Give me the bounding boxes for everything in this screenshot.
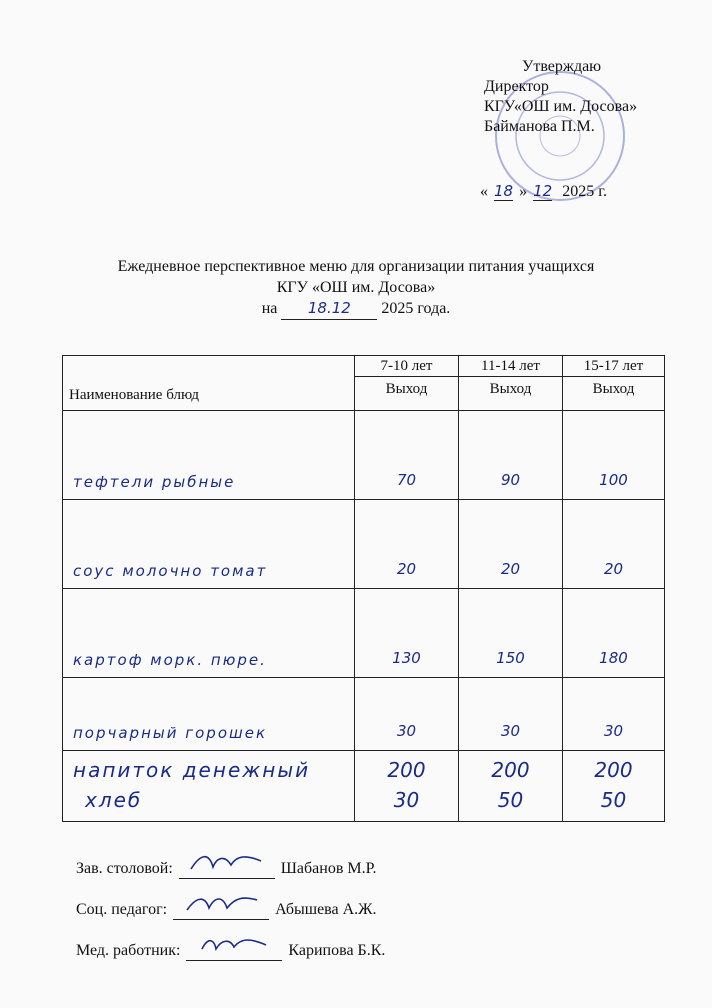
dish-output: 30 bbox=[393, 788, 420, 812]
dish-name: соус молочно томат bbox=[63, 500, 355, 589]
approval-date: « 18 » 12 2025 г. bbox=[480, 182, 607, 200]
approval-day: 18 bbox=[494, 182, 514, 200]
signature-name: Абышева А.Ж. bbox=[275, 901, 377, 918]
dish-name: картоф морк. пюре. bbox=[63, 589, 355, 678]
director-name: Байманова П.М. bbox=[484, 118, 595, 135]
dish-name: тефтели рыбные bbox=[63, 411, 355, 500]
menu-table bbox=[62, 355, 665, 822]
dish-output: 200 bbox=[491, 758, 530, 782]
dish-output: 20 bbox=[563, 500, 665, 589]
dish-name-header: Наименование блюд bbox=[63, 356, 355, 411]
dish-output: 30 bbox=[459, 678, 563, 751]
output-header: Выход bbox=[355, 377, 459, 411]
dish-output: 150 bbox=[459, 589, 563, 678]
dish-output: 20 bbox=[355, 500, 459, 589]
dish-output: 200 bbox=[387, 758, 426, 782]
table-row bbox=[63, 678, 665, 751]
dish-output: 90 bbox=[459, 411, 563, 500]
dish-output: 130 bbox=[355, 589, 459, 678]
date-prefix: на bbox=[261, 300, 278, 317]
date-suffix: 2025 года. bbox=[381, 300, 451, 317]
dish-output: 200 bbox=[594, 758, 633, 782]
signature-name: Карипова Б.К. bbox=[288, 942, 386, 959]
approve-label: Утверждаю bbox=[522, 58, 602, 75]
dish-output: 50 bbox=[600, 788, 627, 812]
approval-month: 12 bbox=[533, 182, 553, 200]
organization-name: КГУ«ОШ им. Досова» bbox=[484, 98, 638, 115]
handwritten-signature bbox=[181, 892, 261, 914]
dish-output-cell bbox=[563, 751, 665, 822]
dish-output: 100 bbox=[563, 411, 665, 500]
dish-output-cell bbox=[459, 751, 563, 822]
document-title bbox=[0, 256, 712, 320]
dish-name: порчарный горошек bbox=[63, 678, 355, 751]
signature-slot bbox=[179, 851, 275, 879]
signature-role: Зав. столовой: bbox=[76, 860, 173, 877]
table-row bbox=[63, 500, 665, 589]
signature-role: Мед. работник: bbox=[76, 942, 181, 959]
dish-name: напиток денежный bbox=[73, 758, 311, 782]
dish-output: 50 bbox=[497, 788, 524, 812]
output-header: Выход bbox=[563, 377, 665, 411]
approval-year: 2025 г. bbox=[562, 183, 607, 200]
signature-name: Шабанов М.Р. bbox=[280, 860, 377, 877]
menu-date: 18.12 bbox=[281, 298, 377, 320]
dish-output: 70 bbox=[355, 411, 459, 500]
handwritten-signature bbox=[187, 851, 267, 873]
dish-name: хлеб bbox=[85, 788, 143, 812]
dish-output: 180 bbox=[563, 589, 665, 678]
title-line-2: КГУ «ОШ им. Досова» bbox=[276, 279, 436, 296]
handwritten-signature bbox=[194, 933, 274, 955]
dish-output: 30 bbox=[355, 678, 459, 751]
signature-line bbox=[76, 892, 377, 920]
table-row bbox=[63, 411, 665, 500]
age-group-header: 11-14 лет bbox=[459, 356, 563, 377]
title-line-1: Ежедневное перспективное меню для организации питания учащихся bbox=[117, 258, 595, 275]
output-header: Выход bbox=[459, 377, 563, 411]
table-row bbox=[63, 589, 665, 678]
title-date-line bbox=[0, 298, 712, 320]
dish-output-cell bbox=[355, 751, 459, 822]
signature-slot bbox=[186, 933, 282, 961]
signature-line bbox=[76, 933, 385, 961]
approval-block bbox=[484, 57, 637, 137]
age-group-header: 15-17 лет bbox=[563, 356, 665, 377]
dish-output: 20 bbox=[459, 500, 563, 589]
signature-slot bbox=[173, 892, 269, 920]
director-position: Директор bbox=[484, 78, 549, 95]
table-row bbox=[63, 751, 665, 822]
signature-line bbox=[76, 851, 377, 879]
signature-role: Соц. педагог: bbox=[76, 901, 168, 918]
age-group-header: 7-10 лет bbox=[355, 356, 459, 377]
dish-name-cell bbox=[63, 751, 355, 822]
dish-output: 30 bbox=[563, 678, 665, 751]
